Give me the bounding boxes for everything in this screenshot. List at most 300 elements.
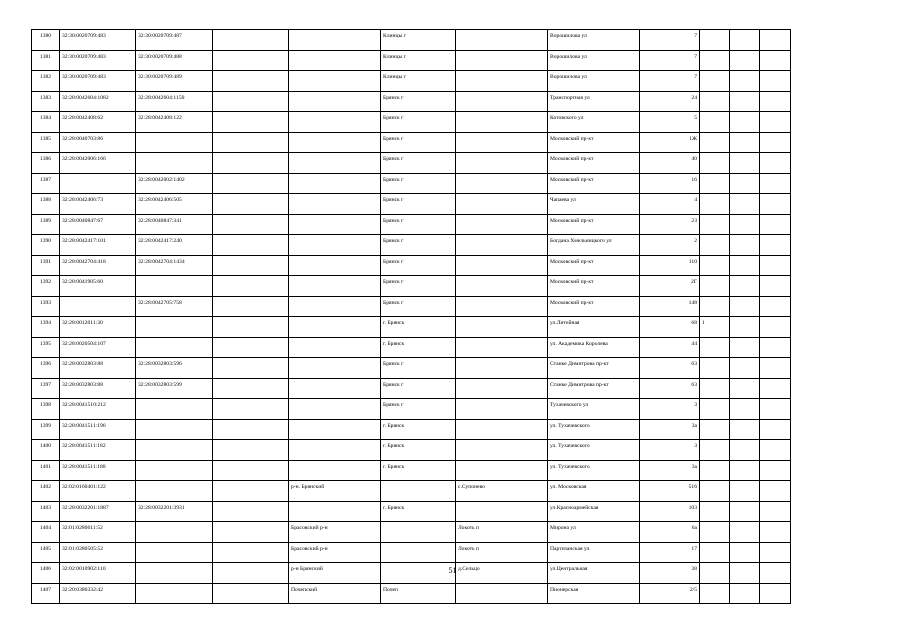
cell-settlement (456, 317, 548, 338)
cell-district (289, 317, 381, 338)
cell-district (289, 173, 381, 194)
cell-district (289, 50, 381, 71)
table-row (32, 214, 791, 235)
cell-cadastral-number: 32:28:0042417:101 (60, 235, 136, 256)
cell-city: Брянск г (381, 132, 456, 153)
cell-district (289, 153, 381, 174)
cell-row-index: 1381 (32, 50, 60, 71)
cell-object-number: 32:28:0042705:758 (136, 296, 213, 317)
cell-col-12 (760, 337, 791, 358)
cell-settlement (456, 419, 548, 440)
cell-district (289, 276, 381, 297)
cell-house-number: 3 (640, 399, 700, 420)
table-row (32, 501, 791, 522)
cell-col-4 (213, 214, 289, 235)
cell-col-12 (760, 71, 791, 92)
cell-city: г. Брянск (381, 460, 456, 481)
cell-object-number: 32:30:0020709:487 (136, 30, 213, 51)
cell-object-number: 32:28:0042704:1434 (136, 255, 213, 276)
cell-house-number: 2Г (640, 276, 700, 297)
table-row (32, 132, 791, 153)
cell-col-10 (700, 30, 730, 51)
cell-city: Брянск г (381, 194, 456, 215)
cell-district (289, 378, 381, 399)
cell-col-11 (730, 50, 760, 71)
table-row (32, 378, 791, 399)
cell-col-12 (760, 317, 791, 338)
cell-col-10 (700, 276, 730, 297)
cell-col-11 (730, 214, 760, 235)
table-row (32, 542, 791, 563)
cell-street: Станке Димитрова пр-кт (548, 378, 640, 399)
cell-district (289, 255, 381, 276)
cell-settlement (456, 501, 548, 522)
cell-col-12 (760, 153, 791, 174)
cell-col-10 (700, 481, 730, 502)
cell-settlement (456, 276, 548, 297)
cell-cadastral-number: 32:28:0042604:1082 (60, 91, 136, 112)
cell-object-number (136, 399, 213, 420)
cell-settlement (456, 399, 548, 420)
cell-col-10 (700, 522, 730, 543)
cell-cadastral-number: 32:28:0040703:86 (60, 132, 136, 153)
cell-district (289, 358, 381, 379)
table-row (32, 296, 791, 317)
cell-col-10 (700, 91, 730, 112)
cell-settlement (456, 235, 548, 256)
registry-table-body (32, 30, 791, 604)
cell-row-index: 1402 (32, 481, 60, 502)
cell-cadastral-number: 32:02:0160401:122 (60, 481, 136, 502)
cell-row-index: 1387 (32, 173, 60, 194)
table-row (32, 50, 791, 71)
table-row (32, 235, 791, 256)
cell-col-10 (700, 235, 730, 256)
cell-col-10 (700, 419, 730, 440)
cell-city: Клинцы г (381, 71, 456, 92)
cell-row-index: 1394 (32, 317, 60, 338)
cell-city: г. Брянск (381, 501, 456, 522)
cell-col-4 (213, 235, 289, 256)
cell-col-4 (213, 399, 289, 420)
cell-street: Московский пр-кт (548, 153, 640, 174)
cell-cadastral-number: 32:28:0041905:60 (60, 276, 136, 297)
cell-col-12 (760, 296, 791, 317)
cell-row-index: 1384 (32, 112, 60, 133)
cell-col-11 (730, 460, 760, 481)
cell-col-11 (730, 30, 760, 51)
cell-cadastral-number: 32:28:0032201:1887 (60, 501, 136, 522)
cell-col-12 (760, 440, 791, 461)
cell-col-4 (213, 583, 289, 604)
cell-col-11 (730, 501, 760, 522)
cell-col-12 (760, 173, 791, 194)
cell-house-number: 44 (640, 337, 700, 358)
cell-col-12 (760, 399, 791, 420)
cell-col-12 (760, 91, 791, 112)
cell-house-number: 2/5 (640, 583, 700, 604)
cell-city: Брянск г (381, 173, 456, 194)
table-row (32, 153, 791, 174)
cell-object-number (136, 542, 213, 563)
cell-city: Брянск г (381, 399, 456, 420)
cell-cadastral-number: 32:28:0020504:107 (60, 337, 136, 358)
cell-col-12 (760, 522, 791, 543)
cell-col-11 (730, 378, 760, 399)
cell-object-number: 32:28:0042406:505 (136, 194, 213, 215)
cell-col-10 (700, 214, 730, 235)
table-row (32, 71, 791, 92)
cell-object-number (136, 419, 213, 440)
cell-col-12 (760, 112, 791, 133)
cell-street: Ворошилова ул (548, 30, 640, 51)
cell-object-number: 32:28:0042408:122 (136, 112, 213, 133)
cell-col-10 (700, 583, 730, 604)
cell-district: р-н Брянский (289, 563, 381, 584)
cell-col-4 (213, 378, 289, 399)
cell-city: Брянск г (381, 276, 456, 297)
cell-col-4 (213, 112, 289, 133)
cell-cadastral-number: 32:01:0280505:52 (60, 542, 136, 563)
cell-cadastral-number: 32:28:0041510:212 (60, 399, 136, 420)
cell-cadastral-number: 32:28:0042408:62 (60, 112, 136, 133)
cell-object-number: 32:28:0042002:1402 (136, 173, 213, 194)
cell-settlement: д.Сельцо (456, 563, 548, 584)
cell-street: ул.Литейная (548, 317, 640, 338)
cell-city: Брянск г (381, 255, 456, 276)
cell-street: Ворошилова ул (548, 71, 640, 92)
cell-settlement (456, 378, 548, 399)
cell-street: ул. Тухачевского (548, 440, 640, 461)
cell-object-number: 32:28:0032201:3931 (136, 501, 213, 522)
table-row (32, 419, 791, 440)
cell-city: Брянск г (381, 235, 456, 256)
cell-row-index: 1386 (32, 153, 60, 174)
cell-settlement: Локоть п (456, 522, 548, 543)
cell-city: Клинцы г (381, 30, 456, 51)
cell-cadastral-number (60, 173, 136, 194)
cell-col-11 (730, 112, 760, 133)
cell-street: Московский пр-кт (548, 132, 640, 153)
cell-cadastral-number (60, 296, 136, 317)
cell-house-number: 24 (640, 91, 700, 112)
cell-city: г. Брянск (381, 419, 456, 440)
cell-house-number: 38 (640, 563, 700, 584)
cell-col-12 (760, 583, 791, 604)
cell-col-4 (213, 440, 289, 461)
cell-col-10 (700, 112, 730, 133)
cell-col-12 (760, 194, 791, 215)
cell-object-number (136, 153, 213, 174)
cell-street: Мирона ул (548, 522, 640, 543)
cell-district (289, 440, 381, 461)
cell-col-11 (730, 419, 760, 440)
cell-row-index: 1398 (32, 399, 60, 420)
cell-settlement (456, 296, 548, 317)
cell-object-number (136, 317, 213, 338)
table-row (32, 112, 791, 133)
cell-cadastral-number: 32:20:0380332:42 (60, 583, 136, 604)
cell-col-4 (213, 358, 289, 379)
cell-col-10 (700, 358, 730, 379)
cell-object-number (136, 132, 213, 153)
cell-city: Брянск г (381, 214, 456, 235)
cell-col-4 (213, 419, 289, 440)
cell-col-10 (700, 255, 730, 276)
cell-settlement (456, 91, 548, 112)
cell-col-11 (730, 440, 760, 461)
cell-col-4 (213, 481, 289, 502)
cell-col-4 (213, 255, 289, 276)
cell-house-number: 148 (640, 296, 700, 317)
cell-city: Клинцы г (381, 50, 456, 71)
cell-col-10 (700, 153, 730, 174)
cell-col-4 (213, 30, 289, 51)
cell-city: Брянск г (381, 91, 456, 112)
cell-col-10 (700, 460, 730, 481)
cell-col-10 (700, 337, 730, 358)
table-row (32, 30, 791, 51)
cell-settlement (456, 173, 548, 194)
cell-street: Московский пр-кт (548, 255, 640, 276)
cell-object-number (136, 481, 213, 502)
cell-col-10 (700, 542, 730, 563)
cell-house-number: 63 (640, 378, 700, 399)
cell-row-index: 1401 (32, 460, 60, 481)
cell-cadastral-number: 32:28:0040847:67 (60, 214, 136, 235)
cell-col-4 (213, 91, 289, 112)
cell-settlement (456, 132, 548, 153)
cell-row-index: 1404 (32, 522, 60, 543)
cell-cadastral-number: 32:28:0041511:182 (60, 440, 136, 461)
cell-col-10: 1 (700, 317, 730, 338)
cell-house-number: 3а (640, 460, 700, 481)
cell-district (289, 337, 381, 358)
cell-col-11 (730, 173, 760, 194)
cell-col-12 (760, 460, 791, 481)
cell-street: Богдана Хмельницкого ул (548, 235, 640, 256)
cell-house-number: 7 (640, 71, 700, 92)
cell-city: г. Брянск (381, 337, 456, 358)
cell-city (381, 522, 456, 543)
cell-col-11 (730, 71, 760, 92)
cell-col-10 (700, 501, 730, 522)
cell-street: ул. Тухачевского (548, 460, 640, 481)
table-row (32, 481, 791, 502)
cell-cadastral-number: 32:28:0041511:188 (60, 460, 136, 481)
cell-cadastral-number: 32:28:0032803:88 (60, 358, 136, 379)
cell-cadastral-number: 32:01:0280611:52 (60, 522, 136, 543)
cell-district (289, 30, 381, 51)
cell-settlement (456, 583, 548, 604)
cell-row-index: 1380 (32, 30, 60, 51)
cell-col-11 (730, 522, 760, 543)
cell-house-number: 2 (640, 235, 700, 256)
cell-district (289, 194, 381, 215)
cell-object-number (136, 583, 213, 604)
cell-object-number (136, 460, 213, 481)
cell-object-number: 32:28:0040847:341 (136, 214, 213, 235)
cell-settlement (456, 255, 548, 276)
cell-col-10 (700, 378, 730, 399)
cell-col-4 (213, 337, 289, 358)
cell-city: Брянск г (381, 153, 456, 174)
cell-col-11 (730, 399, 760, 420)
cell-object-number: 32:30:0020709:489 (136, 71, 213, 92)
cell-cadastral-number: 32:30:0020709:483 (60, 50, 136, 71)
cell-col-12 (760, 481, 791, 502)
cell-district (289, 112, 381, 133)
cell-row-index: 1391 (32, 255, 60, 276)
cell-row-index: 1392 (32, 276, 60, 297)
cell-cadastral-number: 32:28:0041511:196 (60, 419, 136, 440)
cell-house-number: 6а (640, 522, 700, 543)
cell-house-number: 3 (640, 440, 700, 461)
cell-district (289, 71, 381, 92)
cell-col-4 (213, 173, 289, 194)
cell-district: р-н. Брянский (289, 481, 381, 502)
table-row (32, 173, 791, 194)
cell-street: Ворошилова ул (548, 50, 640, 71)
cell-house-number: 4 (640, 194, 700, 215)
cell-object-number (136, 440, 213, 461)
cell-col-11 (730, 542, 760, 563)
cell-col-12 (760, 378, 791, 399)
table-row (32, 276, 791, 297)
cell-col-4 (213, 153, 289, 174)
cell-city: Брянск г (381, 358, 456, 379)
cell-col-12 (760, 50, 791, 71)
cell-col-10 (700, 71, 730, 92)
cell-object-number: 32:28:0042604:1150 (136, 91, 213, 112)
cell-col-11 (730, 91, 760, 112)
cell-col-11 (730, 276, 760, 297)
cell-street: Транспортная ул (548, 91, 640, 112)
cell-row-index: 1399 (32, 419, 60, 440)
cell-row-index: 1395 (32, 337, 60, 358)
cell-col-4 (213, 50, 289, 71)
cell-object-number: 32:28:0032803:596 (136, 358, 213, 379)
cell-col-11 (730, 337, 760, 358)
cell-row-index: 1403 (32, 501, 60, 522)
cell-street: Чапаева ул (548, 194, 640, 215)
cell-district (289, 399, 381, 420)
cell-house-number: 5 (640, 112, 700, 133)
cell-row-index: 1389 (32, 214, 60, 235)
cell-house-number: 7 (640, 50, 700, 71)
cell-house-number: 3а (640, 419, 700, 440)
cell-street: ул. Московская (548, 481, 640, 502)
cell-col-12 (760, 358, 791, 379)
cell-house-number: 63 (640, 358, 700, 379)
cell-settlement: с.Супонево (456, 481, 548, 502)
cell-settlement (456, 71, 548, 92)
cell-street: ул.Центральная (548, 563, 640, 584)
cell-row-index: 1397 (32, 378, 60, 399)
cell-col-10 (700, 50, 730, 71)
cell-house-number: 1Ж (640, 132, 700, 153)
registry-table (31, 29, 791, 604)
cell-col-4 (213, 460, 289, 481)
cell-object-number (136, 276, 213, 297)
cell-col-11 (730, 481, 760, 502)
cell-col-4 (213, 296, 289, 317)
cell-settlement (456, 358, 548, 379)
cell-col-4 (213, 194, 289, 215)
cell-row-index: 1400 (32, 440, 60, 461)
cell-house-number: 17 (640, 542, 700, 563)
cell-col-10 (700, 194, 730, 215)
cell-row-index: 1388 (32, 194, 60, 215)
cell-district (289, 132, 381, 153)
cell-district (289, 460, 381, 481)
cell-settlement (456, 440, 548, 461)
cell-city (381, 542, 456, 563)
cell-row-index: 1407 (32, 583, 60, 604)
table-row (32, 399, 791, 420)
cell-cadastral-number: 32:30:0020709:483 (60, 30, 136, 51)
table-row (32, 255, 791, 276)
cell-house-number: 40 (640, 153, 700, 174)
cell-settlement (456, 194, 548, 215)
cell-row-index: 1406 (32, 563, 60, 584)
cell-col-12 (760, 255, 791, 276)
cell-col-11 (730, 255, 760, 276)
cell-row-index: 1385 (32, 132, 60, 153)
cell-col-11 (730, 153, 760, 174)
cell-house-number: 516 (640, 481, 700, 502)
cell-col-12 (760, 542, 791, 563)
table-row (32, 358, 791, 379)
cell-cadastral-number: 32:28:0012011:30 (60, 317, 136, 338)
cell-settlement (456, 50, 548, 71)
cell-col-11 (730, 296, 760, 317)
cell-city: Брянск г (381, 296, 456, 317)
cell-col-4 (213, 71, 289, 92)
cell-object-number: 32:28:0032803:599 (136, 378, 213, 399)
cell-col-11 (730, 358, 760, 379)
page-number: 51 (448, 566, 457, 575)
cell-district: Брасовский р-н (289, 542, 381, 563)
cell-row-index: 1382 (32, 71, 60, 92)
cell-district: Брасовский р-н (289, 522, 381, 543)
cell-col-11 (730, 583, 760, 604)
cell-cadastral-number: 32:30:0020709:483 (60, 71, 136, 92)
cell-street: Партизанская ул (548, 542, 640, 563)
cell-settlement (456, 214, 548, 235)
cell-row-index: 1383 (32, 91, 60, 112)
cell-settlement (456, 112, 548, 133)
cell-col-4 (213, 522, 289, 543)
cell-col-11 (730, 235, 760, 256)
cell-object-number (136, 337, 213, 358)
cell-row-index: 1405 (32, 542, 60, 563)
cell-col-4 (213, 317, 289, 338)
cell-house-number: 103 (640, 501, 700, 522)
cell-street: Станке Димитрова пр-кт (548, 358, 640, 379)
cell-col-12 (760, 419, 791, 440)
cell-street: Тухачевского ул (548, 399, 640, 420)
cell-settlement (456, 153, 548, 174)
cell-city (381, 481, 456, 502)
cell-cadastral-number: 32:28:0042704:418 (60, 255, 136, 276)
cell-col-10 (700, 173, 730, 194)
cell-settlement (456, 460, 548, 481)
cell-col-12 (760, 30, 791, 51)
cell-street: ул.Красноармейская (548, 501, 640, 522)
cell-col-12 (760, 501, 791, 522)
cell-street: Пионерская (548, 583, 640, 604)
